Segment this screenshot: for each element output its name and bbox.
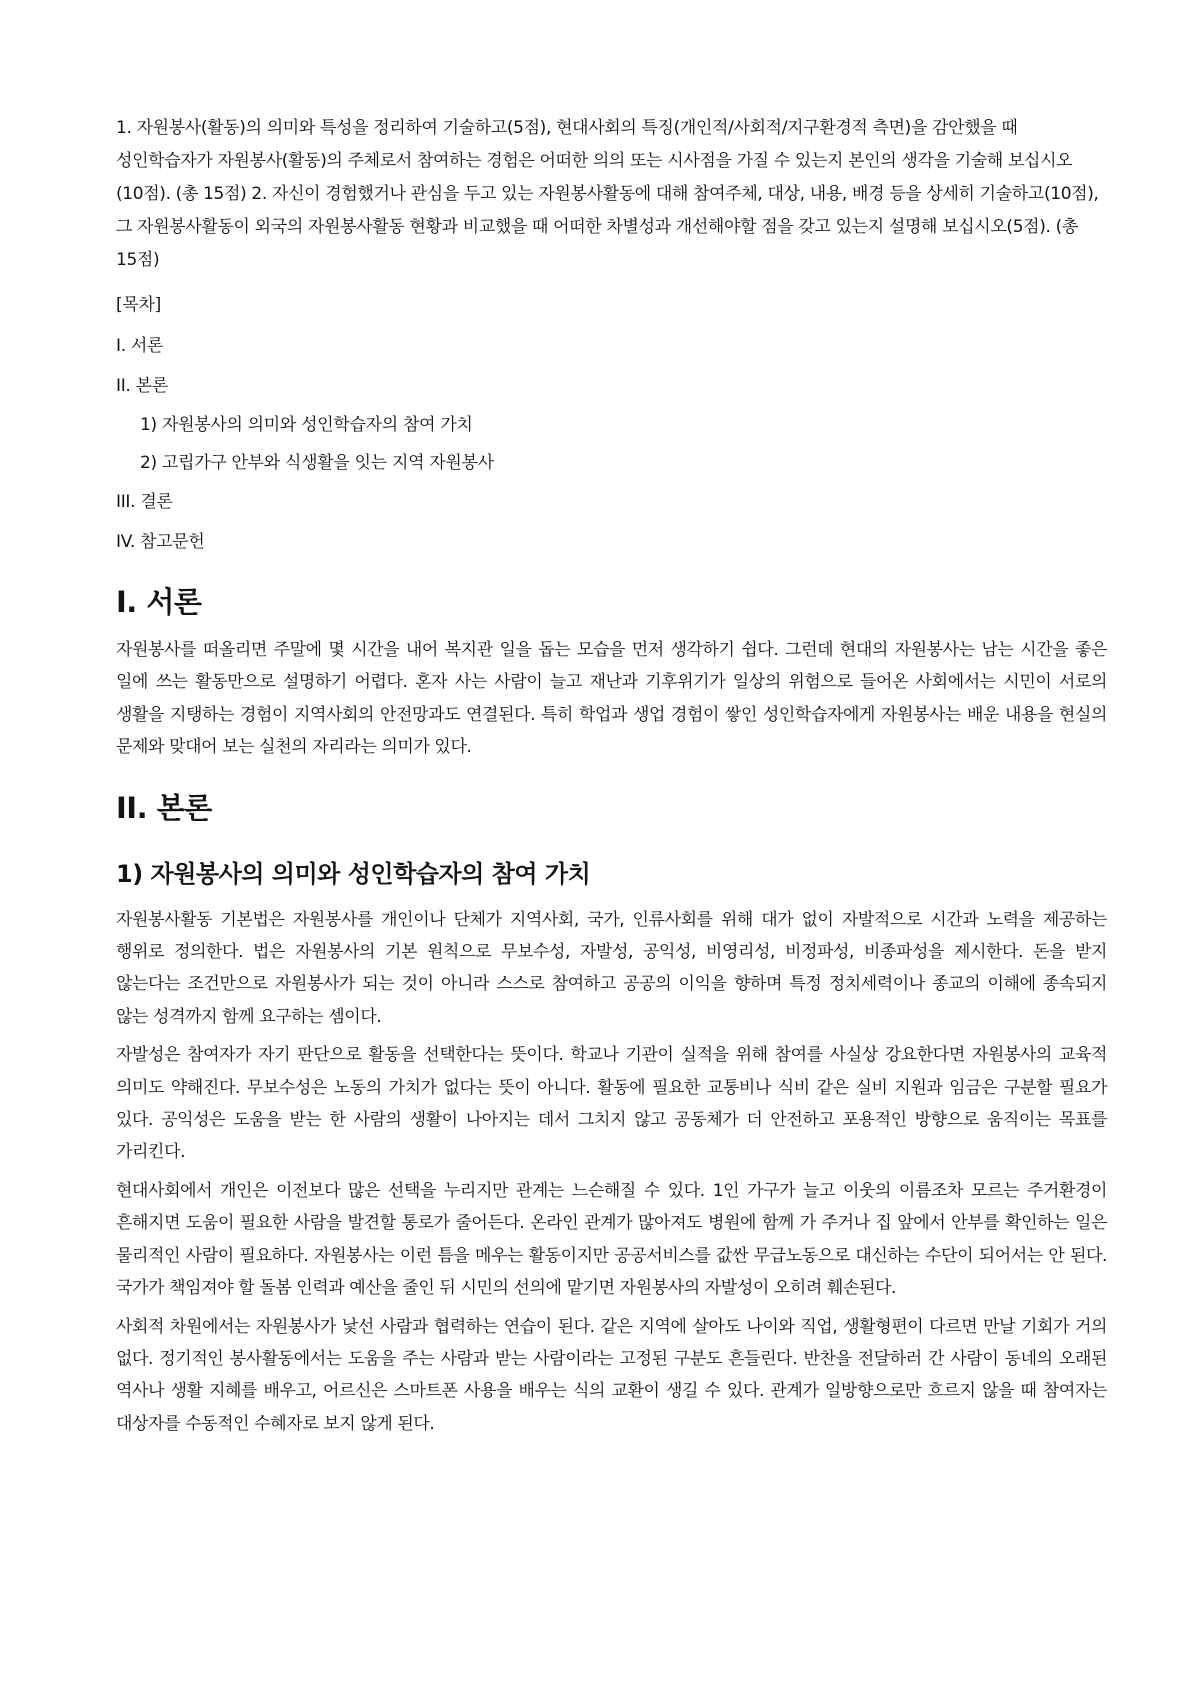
toc-item-references: IV. 참고문헌: [116, 532, 205, 552]
toc-item-conclusion: III. 결론: [116, 492, 173, 512]
section-heading-body: II. 본론: [116, 790, 212, 825]
toc-item-body-1: 1) 자원봉사의 의미와 성인학습자의 참여 가치: [140, 415, 473, 435]
introduction-paragraph: 자원봉사를 떠올리면 주말에 몇 시간을 내어 복지관 일을 돕는 모습을 먼저 생각하기 쉽다. 그런데 현대의 자원봉사는 남는 시간을 좋은 일에 쓰는 활동만으로 설명하기 어렵다. 혼자 사는 사람이 늘고 재난과 기후위기가 일상의 위험으로 들어온 사회에서는 시민이 서로의 생활을 지탱하는 경험이 지역사회의 안전망과도 연결된다. 특히 학업과 생업 경험이 쌓인 성인학습자에게 자원봉사는 배운 내용을 현실의 문제와 맞대어 보는 실천의 자리라는 의미가 있다.: [116, 640, 1107, 758]
body-paragraph: 자발성은 참여자가 자기 판단으로 활동을 선택한다는 뜻이다. 학교나 기관이 실적을 위해 참여를 사실상 강요한다면 자원봉사의 교육적 의미도 약해진다. 무보수성은 노동의 가치가 없다는 뜻이 아니다. 활동에 필요한 교통비나 식비 같은 실비 지원과 임금은 구분할 필요가 있다. 공익성은 도움을 받는 한 사람의 생활이 나아지는 데서 그치지 않고 공동체가 더 안전하고 포용적인 방향으로 움직이는 목표를 가리킨다.: [116, 1045, 1107, 1163]
body-paragraph: 현대사회에서 개인은 이전보다 많은 선택을 누리지만 관계는 느슨해질 수 있다. 1인 가구가 늘고 이웃의 이름조차 모르는 주거환경이 흔해지면 도움이 필요한 사람을 발견할 통로가 줄어든다. 온라인 관계가 많아져도 병원에 함께 가 주거나 집 앞에서 안부를 확인하는 일은 물리적인 사람이 필요하다. 자원봉사는 이런 틈을 메우는 활동이지만 공공서비스를 값싼 무급노동으로 대신하는 수단이 되어서는 안 된다. 국가가 책임져야 할 돌봄 인력과 예산을 줄인 뒤 시민의 선의에 맡기면 자원봉사의 자발성이 오히려 훼손된다.: [116, 1180, 1107, 1299]
section-heading-introduction: I. 서론: [116, 585, 202, 619]
toc-title: [목차]: [116, 295, 161, 315]
assignment-prompt: 1. 자원봉사(활동)의 의미와 특성을 정리하여 기술하고(5점), 현대사회의 특징(개인적/사회적/지구환경적 측면)을 감안했을 때 성인학습자가 자원봉사(활동)의 주체로서 참여하는 경험은 어떠한 의의 또는 시사점을 가질 수 있는지 본인의 생각을 기술해 보십시오(10점). (총 15점) 2. 자신이 경험했거나 관심을 두고 있는 자원봉사활동에 대해 참여주체, 대상, 내용, 배경 등을 상세히 기술하고(10점), 그 자원봉사활동이 외국의 자원봉사활동 현황과 비교했을 때 어떠한 차별성과 개선해야할 점을 갖고 있는지 설명해 보십시오(5점). (총 15점): [116, 118, 1099, 270]
subsection-heading-1: 1) 자원봉사의 의미와 성인학습자의 참여 가치: [116, 859, 591, 888]
toc-item-introduction: I. 서론: [116, 336, 164, 356]
toc-item-body-2: 2) 고립가구 안부와 식생활을 잇는 지역 자원봉사: [140, 453, 494, 473]
body-paragraph: 자원봉사활동 기본법은 자원봉사를 개인이나 단체가 지역사회, 국가, 인류사회를 위해 대가 없이 자발적으로 시간과 노력을 제공하는 행위로 정의한다. 법은 자원봉사의 기본 원칙으로 무보수성, 자발성, 공익성, 비영리성, 비정파성, 비종파성을 제시한다. 돈을 받지 않는다는 조건만으로 자원봉사가 되는 것이 아니라 스스로 참여하고 공공의 이익을 향하며 특정 정치세력이나 종교의 이해에 종속되지 않는 성격까지 함께 요구하는 셈이다.: [116, 909, 1108, 1027]
toc-item-body: II. 본론: [116, 376, 168, 396]
body-paragraph: 사회적 차원에서는 자원봉사가 낯선 사람과 협력하는 연습이 된다. 같은 지역에 살아도 나이와 직업, 생활형편이 다르면 만날 기회가 거의 없다. 정기적인 봉사활동에서는 도움을 주는 사람과 받는 사람이라는 고정된 구분도 흔들린다. 반찬을 전달하러 간 사람이 동네의 오래된 역사나 생활 지혜를 배우고, 어르신은 스마트폰 사용을 배우는 식의 교환이 생길 수 있다. 관계가 일방향으로만 흐르지 않을 때 참여자는 대상자를 수동적인 수혜자로 보지 않게 된다.: [116, 1316, 1107, 1434]
table-of-contents: [116, 285, 1107, 562]
